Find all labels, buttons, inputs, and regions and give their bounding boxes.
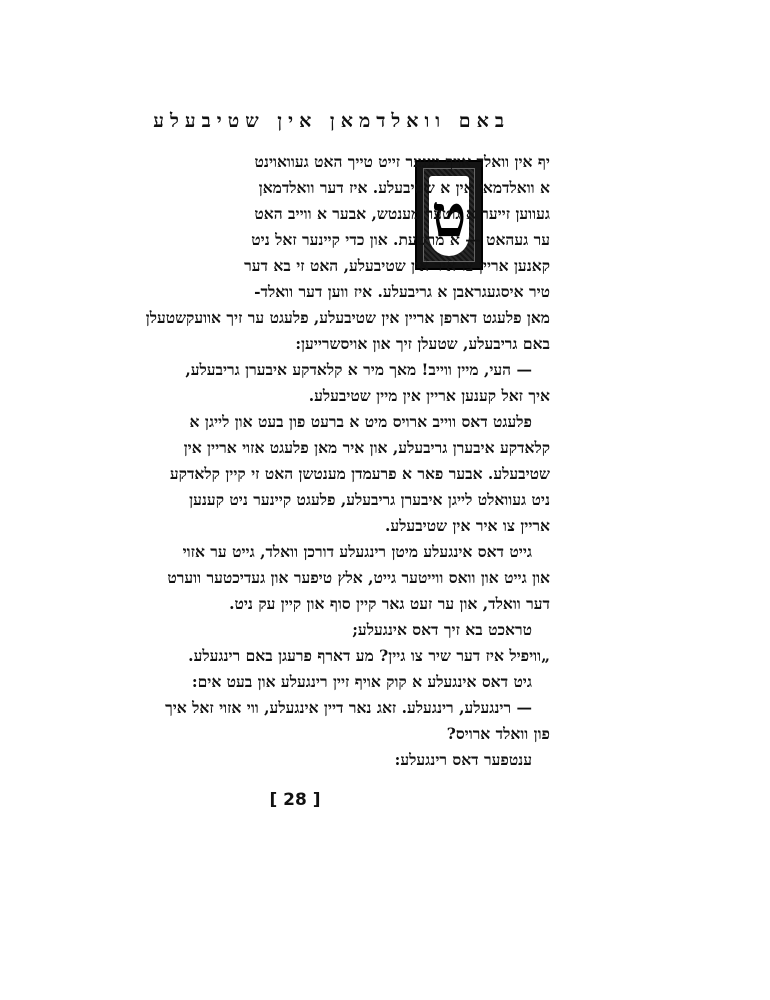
text-line: קלאדקע איבערן גריבעלע, און איר מאן פלעגט אזוי אריין אין — [183, 438, 550, 457]
text-line: א וואלדמאן אין א שטיבעלע. איז דער וואלדמאן — [258, 178, 550, 197]
text-line: ענטפער דאס רינגעלע: — [394, 750, 532, 769]
text-line: יף אין וואלד אויף יענער זייט טייך האט געוואוינט — [254, 152, 550, 171]
text-line: גייט דאס אינגעלע מיטן רינגעלע דורכן וואלד, גייט ער אזוי — [182, 542, 532, 561]
text-line: געווען זייער א גוטער מענטש, אבער א ווייב האט — [254, 204, 550, 223]
text-line: שטיבעלע. אבער פאר א פרעמדן מענטשן האט זי קיין קלאדקע — [169, 464, 550, 483]
text-line: איך זאל קענען אריין אין מיין שטיבעלע. — [308, 386, 550, 405]
text-line: און גייט און וואס ווייטער גייט, אלץ טיפער און געדיכטער ווערט — [167, 568, 550, 587]
text-line: פון וואלד ארויס? — [446, 724, 550, 743]
text-line: טיר איסגעגראבן א גריבעלע. איז ווען דער וואלד- — [254, 282, 550, 301]
chapter-title: באם וואלדמאן אין שטיבעלע — [153, 110, 510, 132]
book-page — [70, 0, 550, 1000]
text-line: ער געהאט — א מרשעת. און כדי קיינער זאל ניט — [251, 230, 550, 249]
text-line: „וויפיל איז דער שיר צו גיין? מע דארף פרעגן באם רינגעלע. — [188, 646, 550, 665]
text-line: טראכט בא זיך דאס אינגעלע; — [352, 620, 532, 639]
initial-letter: ט — [429, 176, 469, 256]
text-line: — רינגעלע, רינגעלע. זאג נאר דיין אינגעלע, ווי אזוי זאל איך — [165, 698, 532, 717]
text-line: מאן פלעגט דארפן אריין אין שטיבעלע, פלעגט ער זיך אוועקשטעלן — [145, 308, 550, 327]
text-line: — העי, מיין ווייב! מאך מיר א קלאדקע איבערן גריבעלע, — [185, 360, 532, 379]
text-line: גיט דאס אינגעלע א קוק אויף זיין רינגעלע און בעט אים: — [191, 672, 532, 691]
text-line: דער וואלד, און ער זעט גאר קיין סוף און קיין עק ניט. — [229, 594, 550, 613]
page-number: [ 28 ] — [269, 790, 321, 810]
text-line: פלעגט דאס ווייב ארויס מיט א ברעט פון בעט און לייגן א — [189, 412, 532, 431]
text-line: אריין צו איר אין שטיבעלע. — [385, 516, 550, 535]
text-line: באם גריבעלע, שטעלן זיך און אויסשרייען: — [295, 334, 550, 353]
text-line: ניט געוואלט לייגן איבערן גריבעלע, פלעגט קיינער ניט קענען — [189, 490, 550, 509]
text-line: קאנען אריין צו איר אין שטיבעלע, האט זי בא דער — [244, 256, 550, 275]
